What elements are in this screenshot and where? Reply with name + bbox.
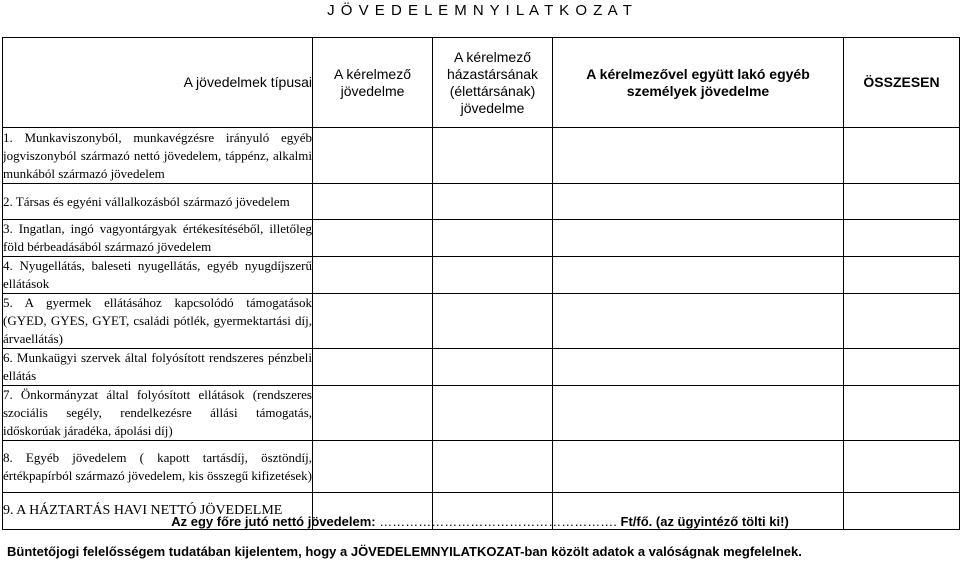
input-cell-total[interactable] [844,128,960,184]
row-label-household-net-income: 9. A HÁZTARTÁS HAVI NETTÓ JÖVEDELME [3,493,313,530]
table-row [3,294,960,349]
table-row [3,128,960,184]
input-cell-household[interactable] [553,294,844,349]
per-capita-label: Az egy főre jutó nettó jövedelem: [171,514,376,529]
input-cell-household[interactable] [553,257,844,294]
header-income-types: A jövedelmek típusai [3,38,313,128]
input-cell-household[interactable] [553,386,844,441]
input-cell-household[interactable] [553,441,844,493]
table-row [3,184,960,220]
header-applicant-income: A kérelmező jövedelme [313,38,433,128]
input-cell-applicant[interactable] [313,128,433,184]
input-cell-applicant[interactable] [313,184,433,220]
input-cell-applicant[interactable] [313,220,433,257]
input-cell-total[interactable] [844,257,960,294]
input-cell-spouse[interactable] [433,257,553,294]
table-row [3,220,960,257]
document-title: J Ö V E D E L E M N Y I L A T K O Z A T [327,2,633,19]
input-cell-total[interactable] [844,441,960,493]
input-cell-spouse[interactable] [433,349,553,386]
input-cell-household[interactable] [553,220,844,257]
header-spouse-income: A kérelmező házastársának (élettársának) jövedelme [433,38,553,128]
row-label-enterprise-income: 2. Társas és egyéni vállalkozásból származó jövedelem [3,184,313,220]
row-label-municipal-benefits: 7. Önkormányzat által folyósított ellátások (rendszeres szociális segély, rendelkezésre állási támogatás, időskorúak járadéka, ápolási díj) [3,386,313,441]
input-cell-applicant[interactable] [313,257,433,294]
header-household-income: A kérelmezővel együtt lakó egyéb személyek jövedelme [553,38,844,128]
input-cell-spouse[interactable] [433,386,553,441]
table-row [3,386,960,441]
table-row [3,257,960,294]
input-cell-spouse[interactable] [433,184,553,220]
header-total: ÖSSZESEN [844,38,960,128]
input-cell-spouse[interactable] [433,441,553,493]
input-cell-applicant[interactable] [313,294,433,349]
declaration-statement: Büntetőjogi felelősségem tudatában kijelentem, hogy a JÖVEDELEMNYILATKOZAT-ban közölt adatok a valóságnak megfelelnek. [7,544,802,559]
input-cell-total[interactable] [844,184,960,220]
input-cell-applicant[interactable] [313,386,433,441]
input-cell-applicant[interactable] [313,441,433,493]
input-cell-spouse[interactable] [433,220,553,257]
per-capita-unit: Ft/fő. (az ügyintéző tölti ki!) [620,514,789,529]
input-cell-household[interactable] [553,128,844,184]
row-label-other-income: 8. Egyéb jövedelem ( kapott tartásdíj, ösztöndíj, értékpapírból származó jövedelem, kis összegű kifizetések) [3,441,313,493]
input-cell-household[interactable] [553,349,844,386]
input-cell-total[interactable] [844,294,960,349]
row-label-child-benefits: 5. A gyermek ellátásához kapcsolódó támogatások (GYED, GYES, GYET, családi pótlék, gyermektartási díj, árvaellátás) [3,294,313,349]
input-cell-applicant[interactable] [313,349,433,386]
per-capita-income-line [0,514,960,529]
input-cell-total[interactable] [844,386,960,441]
input-cell-spouse[interactable] [433,128,553,184]
header-row [3,38,960,128]
input-cell-total[interactable] [844,220,960,257]
per-capita-fill-dots[interactable]: ………………………………………………. [379,514,617,529]
table-row [3,349,960,386]
income-table [2,37,960,530]
input-cell-household[interactable] [553,184,844,220]
input-cell-total[interactable] [844,349,960,386]
row-label-pension: 4. Nyugellátás, baleseti nyugellátás, egyéb nyugdíjszerű ellátások [3,257,313,294]
table-row [3,441,960,493]
row-label-employment-income: 1. Munkaviszonyból, munkavégzésre irányuló egyéb jogviszonyból származó nettó jövedelem, táppénz, alkalmi munkából származó jövedelem [3,128,313,184]
input-cell-spouse[interactable] [433,294,553,349]
row-label-property-income: 3. Ingatlan, ingó vagyontárgyak értékesítéséből, illetőleg föld bérbeadásából származó jövedelem [3,220,313,257]
row-label-labour-office-benefits: 6. Munkaügyi szervek által folyósított rendszeres pénzbeli ellátás [3,349,313,386]
